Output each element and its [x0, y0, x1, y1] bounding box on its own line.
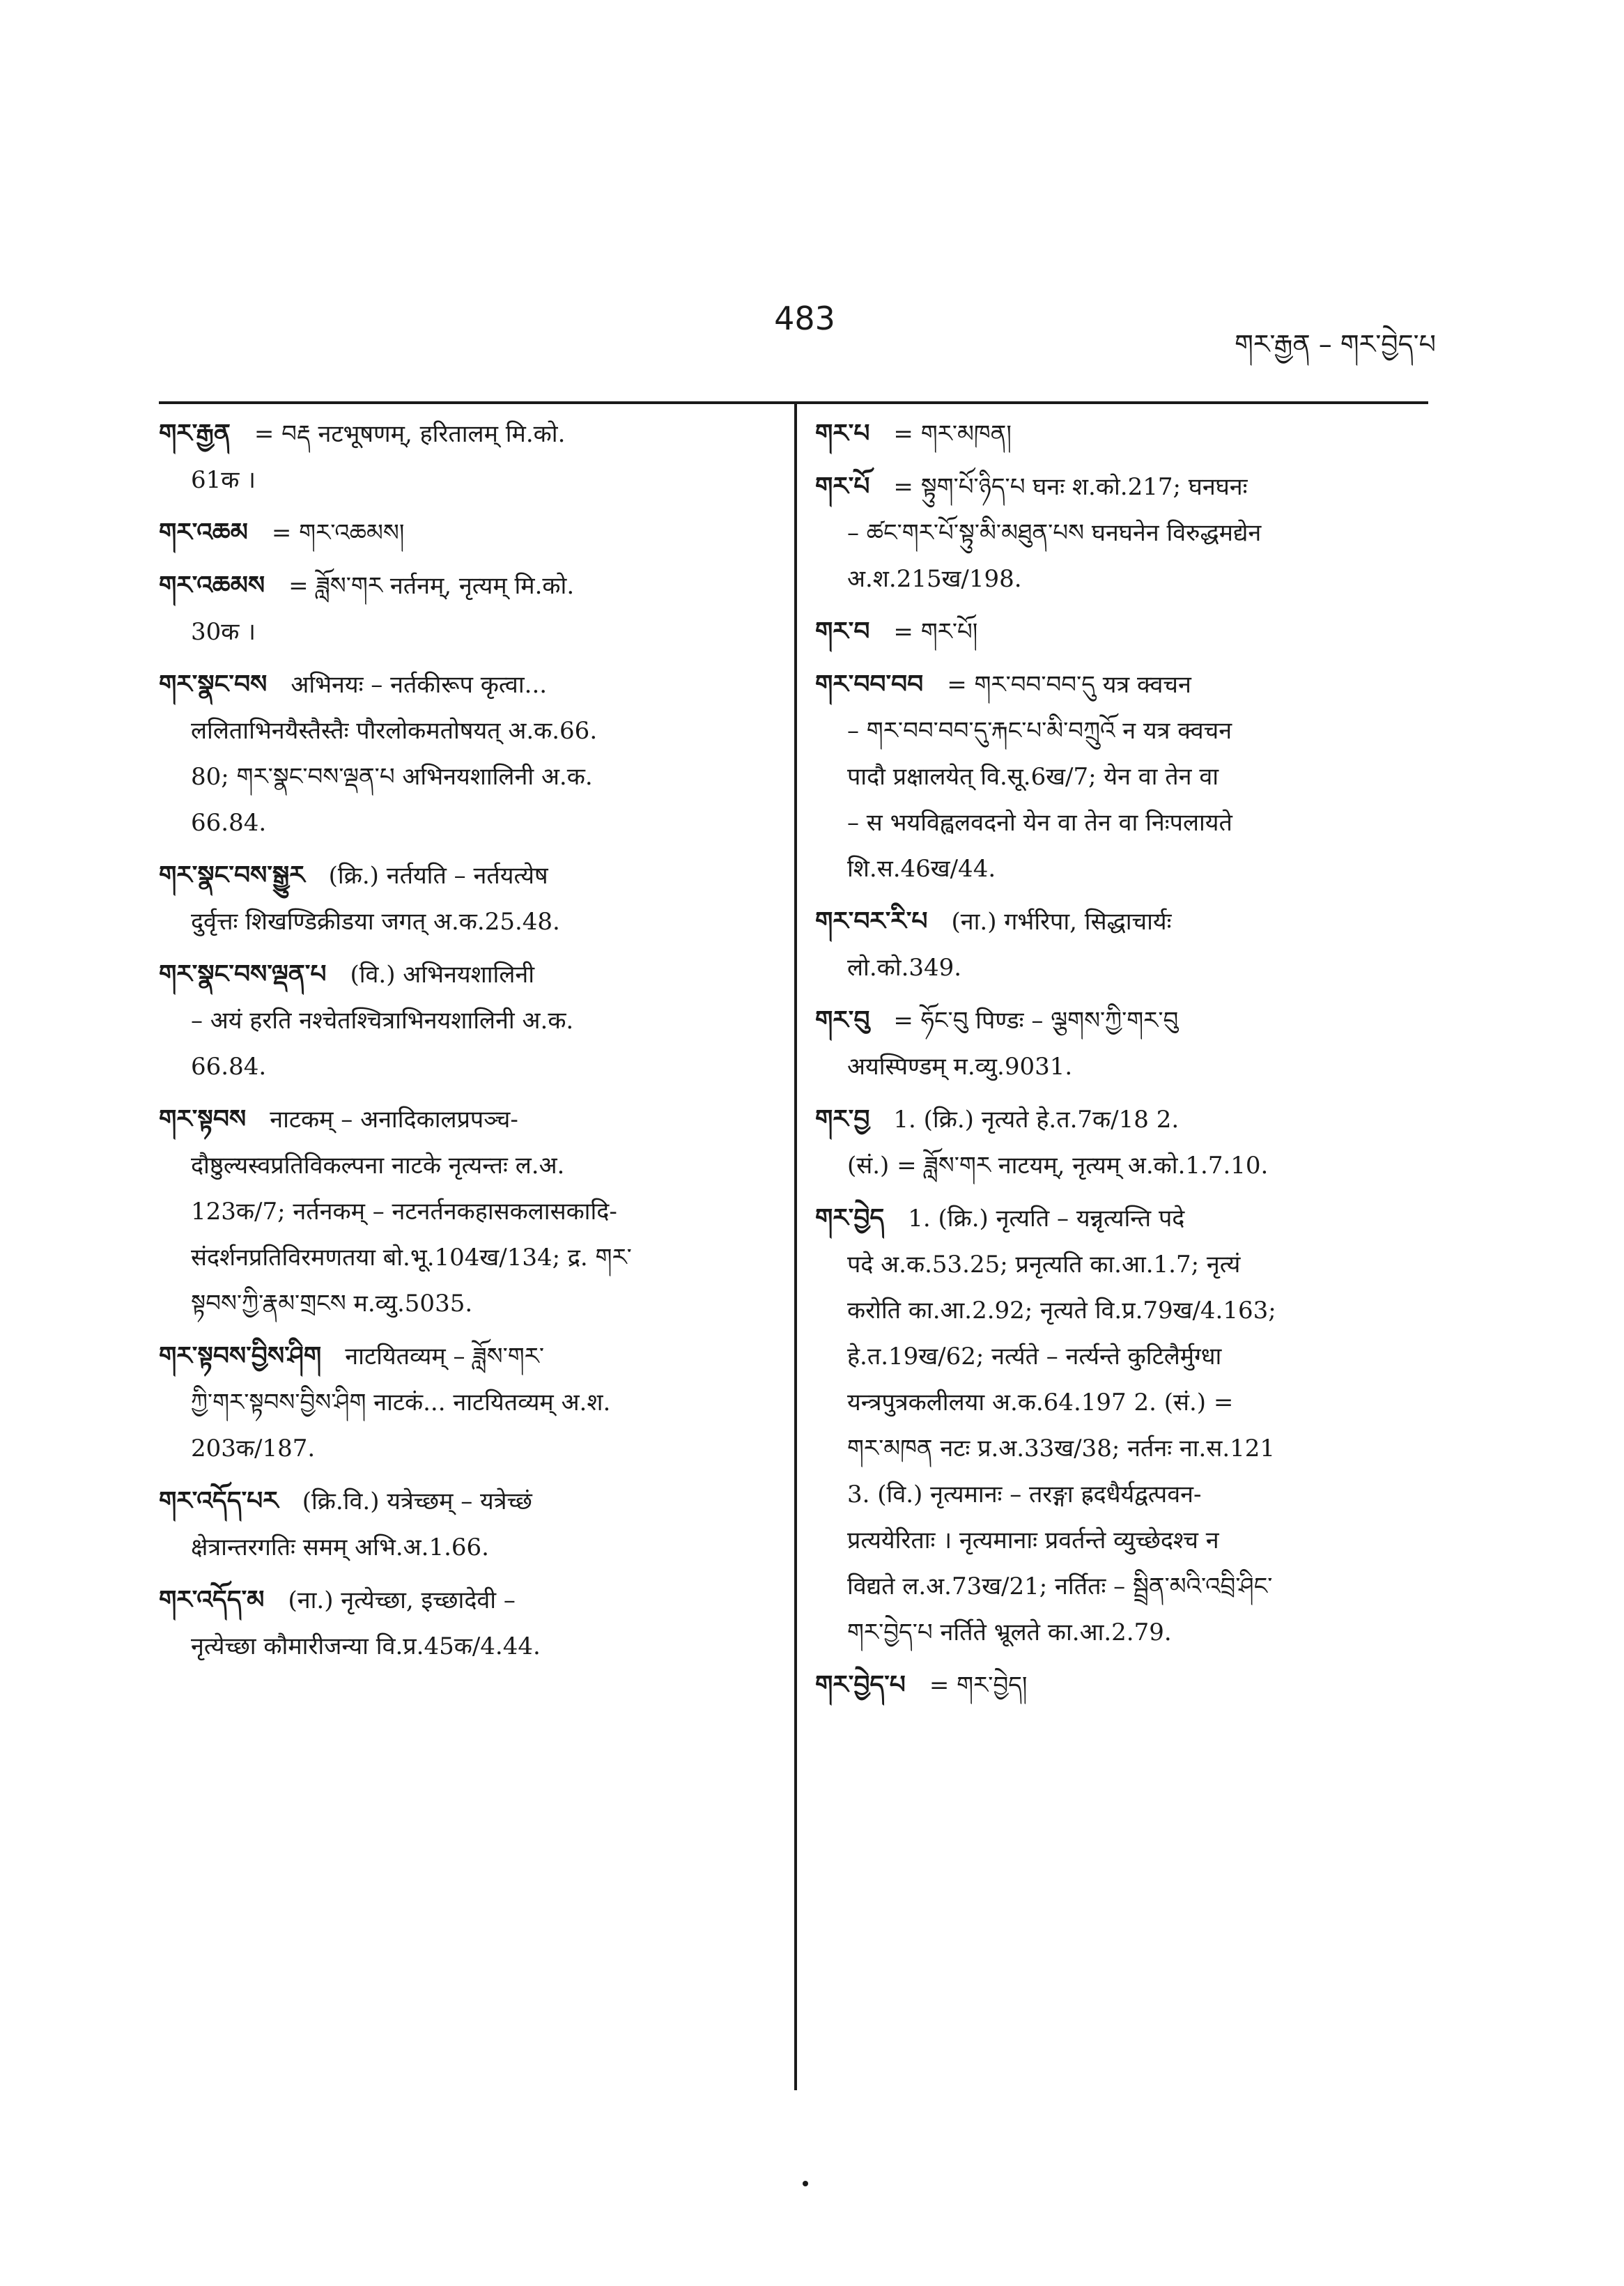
- entry-text: प्रत्ययेरिताः । नृत्यमानाः प्रवर्तन्ते व्युच्छेदश्च न: [847, 1527, 1219, 1554]
- entry-headword: གར་འཆམ: [159, 518, 248, 547]
- entry-line: [815, 998, 1428, 1044]
- entry-text: 66.84.: [191, 1053, 267, 1081]
- entry-text: = ཧོང་བུ पिण्डः – ལྕགས་ཀྱི་གར་བུ: [893, 1007, 1179, 1035]
- entry-text: अयस्पिण्डम् म.व्यु.9031.: [847, 1053, 1073, 1081]
- dictionary-entry: [159, 1478, 772, 1570]
- entry-line: [815, 1044, 1428, 1090]
- entry-text: = སྟུག་པོ་ཉིད་པ घनः श.को.217; घनघनः: [893, 473, 1248, 501]
- entry-headword: གར་རྒྱན: [159, 419, 231, 448]
- dictionary-entry: [815, 662, 1428, 892]
- page-speck: [803, 2181, 808, 2186]
- entry-text: विद्यते ल.अ.73ख/21; नर्तितः – སྦྲིན་མའི་འབྲི་ཤིང་: [847, 1573, 1273, 1600]
- entry-text: = ཟློས་གར नर्तनम्, नृत्यम् मि.को.: [288, 572, 575, 600]
- entry-headword: གར་སྣང་བས་ལྡན་པ: [159, 960, 327, 989]
- entry-headword: གར་འདོད་པར: [159, 1487, 279, 1515]
- dictionary-entry: [815, 411, 1428, 457]
- entry-line: [159, 1478, 772, 1524]
- entry-line: [159, 952, 772, 998]
- entry-line: [159, 1334, 772, 1380]
- entry-text: हे.त.19ख/62; नर्त्यते – नर्त्यन्ते कुटिलैर्मुग्धा: [847, 1343, 1222, 1370]
- entry-line: [815, 899, 1428, 945]
- dictionary-entry: [159, 1334, 772, 1472]
- entry-text: – གར་བབ་བབ་དུ་རྐང་པ་མི་བཀྲུའོ न यत्र क्वचन: [847, 717, 1232, 745]
- entry-line: [815, 708, 1428, 754]
- entry-line: [815, 754, 1428, 800]
- entry-line: [815, 609, 1428, 655]
- entry-text: पादौ प्रक्षालयेत् वि.सू.6ख/7; येन वा तेन वा: [847, 763, 1219, 791]
- entry-text: अभिनयः – नर्तकीरूप कृत्वा...: [291, 671, 548, 699]
- entry-line: [815, 1097, 1428, 1143]
- dictionary-entry: [159, 1577, 772, 1669]
- entry-text: 80; གར་སྣང་བས་ལྡན་པ अभिनयशालिनी अ.क.: [191, 763, 593, 791]
- entry-line: [159, 1577, 772, 1623]
- entry-text: पदे अ.क.53.25; प्रनृत्यति का.आ.1.7; नृत्यं: [847, 1251, 1241, 1279]
- entry-headword: གར་པ: [815, 419, 870, 448]
- entry-line: [815, 1426, 1428, 1472]
- entry-line: [815, 846, 1428, 892]
- entry-text: 123क/7; नर्तनकम् – नटनर्तनकहासकलासकादि-: [191, 1198, 617, 1226]
- entry-text: སྟབས་ཀྱི་རྣམ་གྲངས म.व्यु.5035.: [191, 1290, 473, 1318]
- entry-line: [159, 1097, 772, 1143]
- dictionary-entry: [159, 510, 772, 556]
- entry-line: [159, 1426, 772, 1472]
- entry-text: (ना.) गर्भरिपा, सिद्धाचार्यः: [951, 908, 1172, 936]
- entry-line: [815, 1662, 1428, 1708]
- entry-line: [815, 1288, 1428, 1334]
- entry-text: नृत्येच्छा कौमारीजन्या वि.प्र.45क/4.44.: [191, 1632, 541, 1660]
- entry-text: (वि.) अभिनयशालिनी: [350, 961, 535, 989]
- entry-headword: གར་སྣང་བས་སྒྱུར: [159, 861, 305, 890]
- entry-line: [159, 754, 772, 800]
- entry-text: གར་མཁན नटः प्र.अ.33ख/38; नर्तनः ना.स.121: [847, 1435, 1276, 1462]
- dictionary-entry: [815, 1662, 1428, 1708]
- entry-text: 66.84.: [191, 809, 267, 837]
- entry-text: (क्रि.वि.) यत्रेच्छम् – यत्रेच्छं: [302, 1488, 532, 1515]
- entry-text: – ཚང་གར་པོ་སྟུ་མི་མཐུན་པས घनघनेन विरुद्धमद्येन: [847, 519, 1262, 547]
- entry-line: [159, 800, 772, 846]
- header-rule: [159, 401, 1428, 404]
- entry-headword: གར་བྱ: [815, 1105, 870, 1134]
- dictionary-entry: [159, 411, 772, 503]
- entry-line: [815, 1609, 1428, 1655]
- entry-line: [815, 464, 1428, 510]
- dictionary-entry: [159, 563, 772, 655]
- dictionary-entry: [815, 899, 1428, 991]
- entry-line: [815, 1380, 1428, 1426]
- dictionary-entry: [159, 662, 772, 846]
- entry-headword: གར་བབ་བབ: [815, 670, 924, 699]
- entry-text: यन्त्रपुत्रकलीलया अ.क.64.197 2. (सं.) =: [847, 1389, 1234, 1416]
- entry-text: दौष्ठुल्यस्वप्रतिविकल्पना नाटके नृत्यन्तः ल.अ.: [191, 1152, 565, 1180]
- entry-line: [159, 708, 772, 754]
- entry-line: [815, 800, 1428, 846]
- entry-text: གར་བྱེད་པ नर्तिते भ्रूलते का.आ.2.79.: [847, 1619, 1172, 1646]
- entry-headword: གར་བྱེད: [815, 1204, 885, 1233]
- dictionary-entry: [815, 998, 1428, 1090]
- dictionary-entry: [159, 952, 772, 1090]
- entry-text: 30क ।: [191, 618, 256, 646]
- entry-text: – स भयविह्वलवदनो येन वा तेन वा निःपलायते: [847, 809, 1232, 837]
- entry-headword: གར་སྣང་བས: [159, 670, 268, 699]
- entry-headword: གར་སྟབས་བྱིས་ཤིག: [159, 1342, 322, 1370]
- dictionary-entry: [815, 1097, 1428, 1189]
- entry-line: [159, 1143, 772, 1189]
- entry-line: [159, 853, 772, 899]
- left-column: [159, 411, 772, 1676]
- entry-line: [159, 998, 772, 1044]
- entry-line: [159, 1524, 772, 1570]
- entry-line: [159, 1623, 772, 1669]
- dictionary-entry: [815, 1196, 1428, 1655]
- entry-line: [815, 1143, 1428, 1189]
- entry-line: [815, 1563, 1428, 1609]
- entry-headword: གར་འདོད་མ: [159, 1586, 265, 1614]
- entry-headword: གར་བུ: [815, 1006, 870, 1035]
- entry-line: [815, 1472, 1428, 1517]
- entry-text: 3. (वि.) नृत्यमानः – तरङ्गा ह्रदधैर्यद्वत्पवन-: [847, 1481, 1202, 1508]
- dictionary-entry: [159, 1097, 772, 1327]
- entry-text: – अयं हरति नश्चेतश्चित्राभिनयशालिनी अ.क.: [191, 1007, 574, 1035]
- running-header: གར་རྒྱན – གར་བྱེད་པ: [1235, 329, 1436, 360]
- entry-line: [815, 1334, 1428, 1380]
- entry-text: 1. (क्रि.) नृत्यति – यन्नृत्यन्ति पदे: [908, 1205, 1185, 1233]
- entry-text: ललिताभिनयैस्तैस्तैः पौरलोकमतोषयत् अ.क.66.: [191, 717, 598, 745]
- dictionary-entry: [159, 853, 772, 945]
- entry-text: (सं.) = ཟློས་གར नाटयम्, नृत्यम् अ.को.1.7.10.: [847, 1152, 1269, 1180]
- entry-text: शि.स.46ख/44.: [847, 855, 996, 883]
- entry-line: [159, 510, 772, 556]
- entry-line: [159, 1044, 772, 1090]
- entry-line: [159, 609, 772, 655]
- entry-line: [815, 662, 1428, 708]
- entry-line: [159, 899, 772, 945]
- entry-text: करोति का.आ.2.92; नृत्यते वि.प्र.79ख/4.163;: [847, 1297, 1276, 1325]
- entry-line: [815, 1196, 1428, 1242]
- entry-line: [815, 1242, 1428, 1288]
- entry-text: (ना.) नृत्येच्छा, इच्छादेवी –: [288, 1586, 516, 1614]
- entry-text: नाटकम् – अनादिकालप्रपञ्च-: [270, 1106, 518, 1134]
- entry-text: = གར་བབ་བབ་དུ यत्र क्वचन: [947, 671, 1191, 699]
- entry-text: 61क ।: [191, 466, 256, 494]
- entry-text: = གར་འཆམས།: [271, 519, 405, 547]
- entry-text: नाटयितव्यम् – ཟློས་གར་: [345, 1343, 545, 1370]
- entry-line: [815, 556, 1428, 602]
- entry-text: = གར་བྱེད།: [929, 1671, 1028, 1699]
- entry-text: = གར་མཁན།: [893, 420, 1012, 448]
- entry-line: [159, 1235, 772, 1281]
- page-number: 483: [774, 300, 835, 337]
- entry-line: [815, 945, 1428, 991]
- entry-headword: གར་བྱེད་པ: [815, 1671, 906, 1699]
- entry-text: अ.श.215ख/198.: [847, 565, 1022, 593]
- entry-line: [815, 510, 1428, 556]
- entry-line: [159, 411, 772, 457]
- entry-headword: གར་སྟབས: [159, 1105, 247, 1134]
- entry-line: [159, 1189, 772, 1235]
- entry-line: [159, 662, 772, 708]
- entry-headword: གར་འཆམས: [159, 571, 265, 600]
- entry-text: क्षेत्रान्तरगतिः समम् अभि.अ.1.66.: [191, 1534, 489, 1561]
- entry-text: ཀྱི་གར་སྟབས་བྱིས་ཤིག नाटकं... नाटयितव्यम् अ.श.: [191, 1389, 611, 1416]
- entry-headword: གར་པོ: [815, 472, 870, 501]
- column-divider: [794, 404, 797, 2090]
- entry-text: = གར་པོ།: [893, 618, 978, 646]
- dictionary-entry: [815, 609, 1428, 655]
- entry-headword: གར་བ: [815, 617, 870, 646]
- entry-text: 203क/187.: [191, 1435, 316, 1462]
- entry-line: [159, 563, 772, 609]
- entry-line: [159, 1380, 772, 1426]
- entry-line: [159, 1281, 772, 1327]
- entry-headword: གར་བར་རི་པ: [815, 907, 928, 936]
- entry-text: दुर्वृत्तः शिखण्डिक्रीडया जगत् अ.क.25.48.: [191, 908, 560, 936]
- entry-line: [815, 1517, 1428, 1563]
- entry-text: (क्रि.) नर्तयति – नर्तयत्येष: [328, 862, 548, 890]
- entry-line: [815, 411, 1428, 457]
- entry-text: लो.को.349.: [847, 954, 962, 982]
- entry-text: संदर्शनप्रतिविरमणतया बो.भू.104ख/134; द्र. གར་: [191, 1244, 632, 1272]
- dictionary-entry: [815, 464, 1428, 602]
- entry-text: 1. (क्रि.) नृत्यते हे.त.7क/18 2.: [893, 1106, 1180, 1134]
- entry-text: = བརྡ नटभूषणम्, हरितालम् मि.को.: [254, 420, 566, 448]
- entry-line: [159, 457, 772, 503]
- right-column: [815, 411, 1428, 1715]
